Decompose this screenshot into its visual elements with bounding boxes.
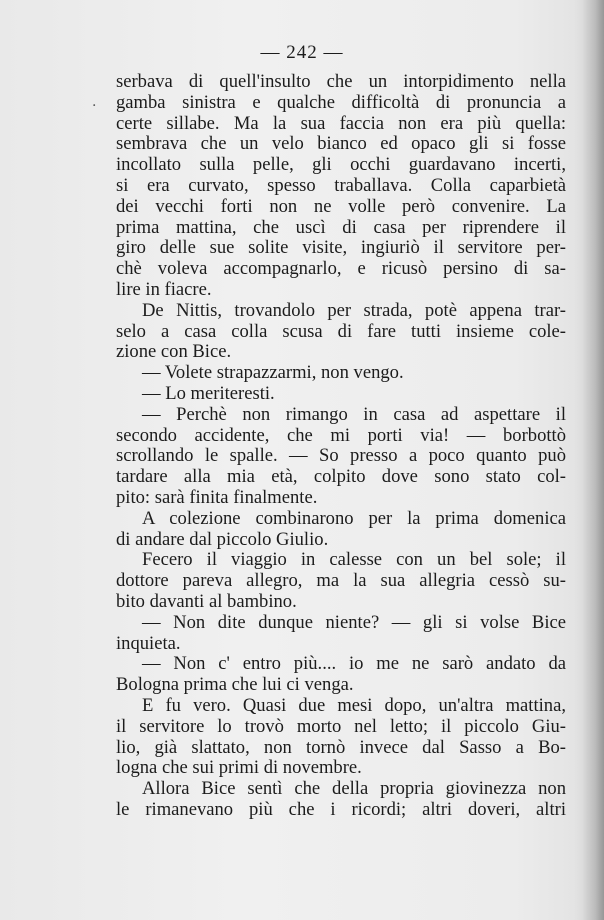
text-line: De Nittis, trovandolo per strada, potè appena trar- [142,299,566,321]
text-line: dei vecchi forti non ne volle però convenire. La [116,195,566,217]
text-line: A colezione combinarono per la prima domenica [142,507,566,529]
text-line: bito davanti al bambino. [116,590,297,612]
text-line: inquieta. [116,632,181,654]
text-line: lio, già slattato, non tornò invece dal Sasso a Bo- [116,736,566,758]
text-line: pito: sarà finita finalmente. [116,486,318,508]
text-line: le rimanevano più che i ricordi; altri doveri, altri [116,798,566,820]
text-line: di andare dal piccolo Giulio. [116,528,329,550]
text-line: Fecero il viaggio in calesse con un bel sole; il [142,549,566,571]
text-line: gamba sinistra e qualche difficoltà di pronuncia a [116,91,566,113]
text-line: E fu vero. Quasi due mesi dopo, un'altra mattina, [142,694,566,716]
text-line: — Non dite dunque niente? — gli si volse Bice [142,611,566,633]
text-line: — Lo meriteresti. [142,382,275,404]
spine-shadow [582,0,604,920]
text-line: serbava di quell'insulto che un intorpidimento nella [116,71,566,92]
text-line: scrollando le spalle. — So presso a poco quanto può [116,445,566,467]
text-line: Allora Bice sentì che della propria giovinezza non [142,778,566,800]
text-line: certe sillabe. Ma la sua faccia non era più quella: [116,112,566,134]
text-line: il servitore lo trovò morto nel letto; il piccolo Giu- [116,715,566,737]
text-line: lire in fiacre. [116,278,212,300]
text-line: zione con Bice. [116,341,232,363]
text-line: selo a casa colla scusa di fare tutti insieme cole- [116,320,566,342]
text-line: incollato sulla pelle, gli occhi guardavano incerti, [116,154,566,176]
text-line: — Volete strapazzarmi, non vengo. [142,362,404,384]
text-line: Bologna prima che lui ci venga. [116,674,354,696]
page-number: — 242 — [260,42,344,63]
text-line: giro delle sue solite visite, ingiuriò il servitore per- [116,237,566,259]
text-line: chè voleva accompagnarlo, e ricusò persino di sa- [116,258,566,280]
text-line: secondo accidente, che mi porti via! — borbottò [116,424,566,446]
text-line: prima mattina, che uscì di casa per riprendere il [116,216,566,238]
text-line: — Perchè non rimango in casa ad aspettare il [142,403,566,425]
text-line: — Non c' entro più.... io me ne sarò andato da [142,653,566,675]
text-line: logna che sui primi di novembre. [116,757,362,779]
body-text [116,72,566,821]
text-line: dottore pareva allegro, ma la sua allegria cessò su- [116,570,566,592]
text-line: si era curvato, spesso traballava. Colla caparbietà [116,174,566,196]
text-line: tardare alla mia età, colpito dove sono stato col- [116,466,566,488]
margin-mark: · [92,98,97,114]
text-line: sembrava che un velo bianco ed opaco gli si fosse [116,133,566,155]
